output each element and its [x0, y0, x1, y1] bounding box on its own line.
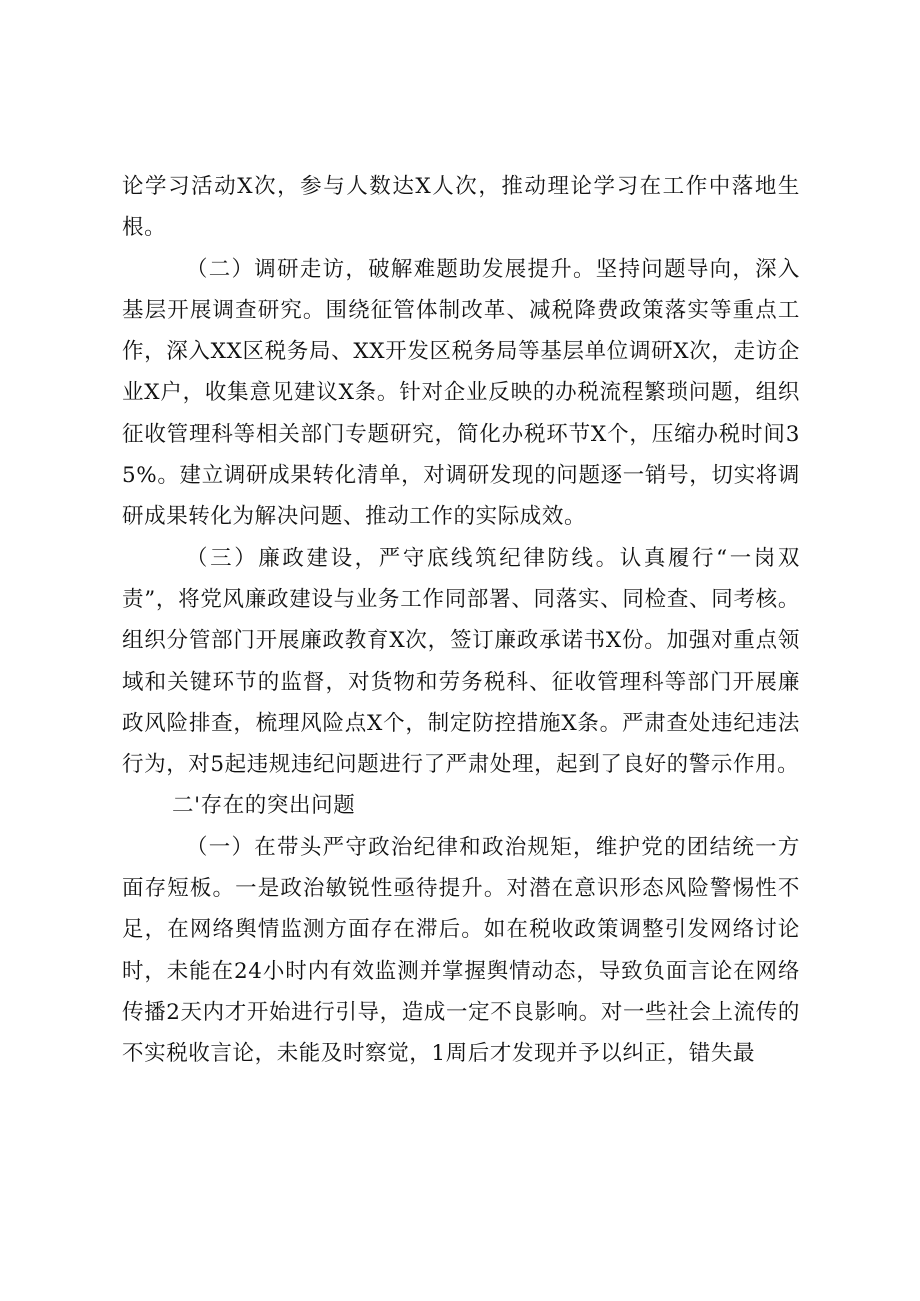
paragraph-continuation: 论学习活动X次，参与人数达X人次，推动理论学习在工作中落地生根。	[122, 174, 800, 241]
paragraph-integrity-building: （三）廉政建设，严守底线筑纪律防线。认真履行“一岗双责”，将党风廉政建设与业务工作同部署、同落实、同检查、同考核。组织分管部门开展廉政教育X次，签订廉政承诺书X份。加强对重点领域和关键环节的监督，对货物和劳务税科、征收管理科等部门开展廉政风险排查，梳理风险点X个，制定防控措施X条。严肃查处违纪违法行为，对5起违规违纪问题进行了严肃处理，起到了良好的警示作用。	[122, 545, 800, 778]
paragraph-research-visits: （二）调研走访，破解难题助发展提升。坚持问题导向，深入基层开展调查研究。围绕征管体制改革、减税降费政策落实等重点工作，深入XX区税务局、XX开发区税务局等基层单位调研X次，走访企业X户，收集意见建议X条。针对企业反映的办税流程繁琐问题，组织征收管理科等相关部门专题研究，简化办税环节X个，压缩办税时间35%。建立调研成果转化清单，对调研发现的问题逐一销号，切实将调研成果转化为解决问题、推动工作的实际成效。	[122, 256, 800, 530]
section-heading-problems: 二'存在的突出问题	[172, 793, 356, 819]
paragraph-political-discipline: （一）在带头严守政治纪律和政治规矩，维护党的团结统一方面存短板。一是政治敏锐性亟待提升。对潜在意识形态风险警惕性不足，在网络舆情监测方面存在滞后。如在税收政策调整引发网络讨论时，未能在24小时内有效监测并掌握舆情动态，导致负面言论在网络传播2天内才开始进行引导，造成一定不良影响。对一些社会上流传的不实税收言论，未能及时察觉，1周后才发现并予以纠正，错失最	[122, 834, 800, 1067]
document-body	[122, 166, 800, 1075]
